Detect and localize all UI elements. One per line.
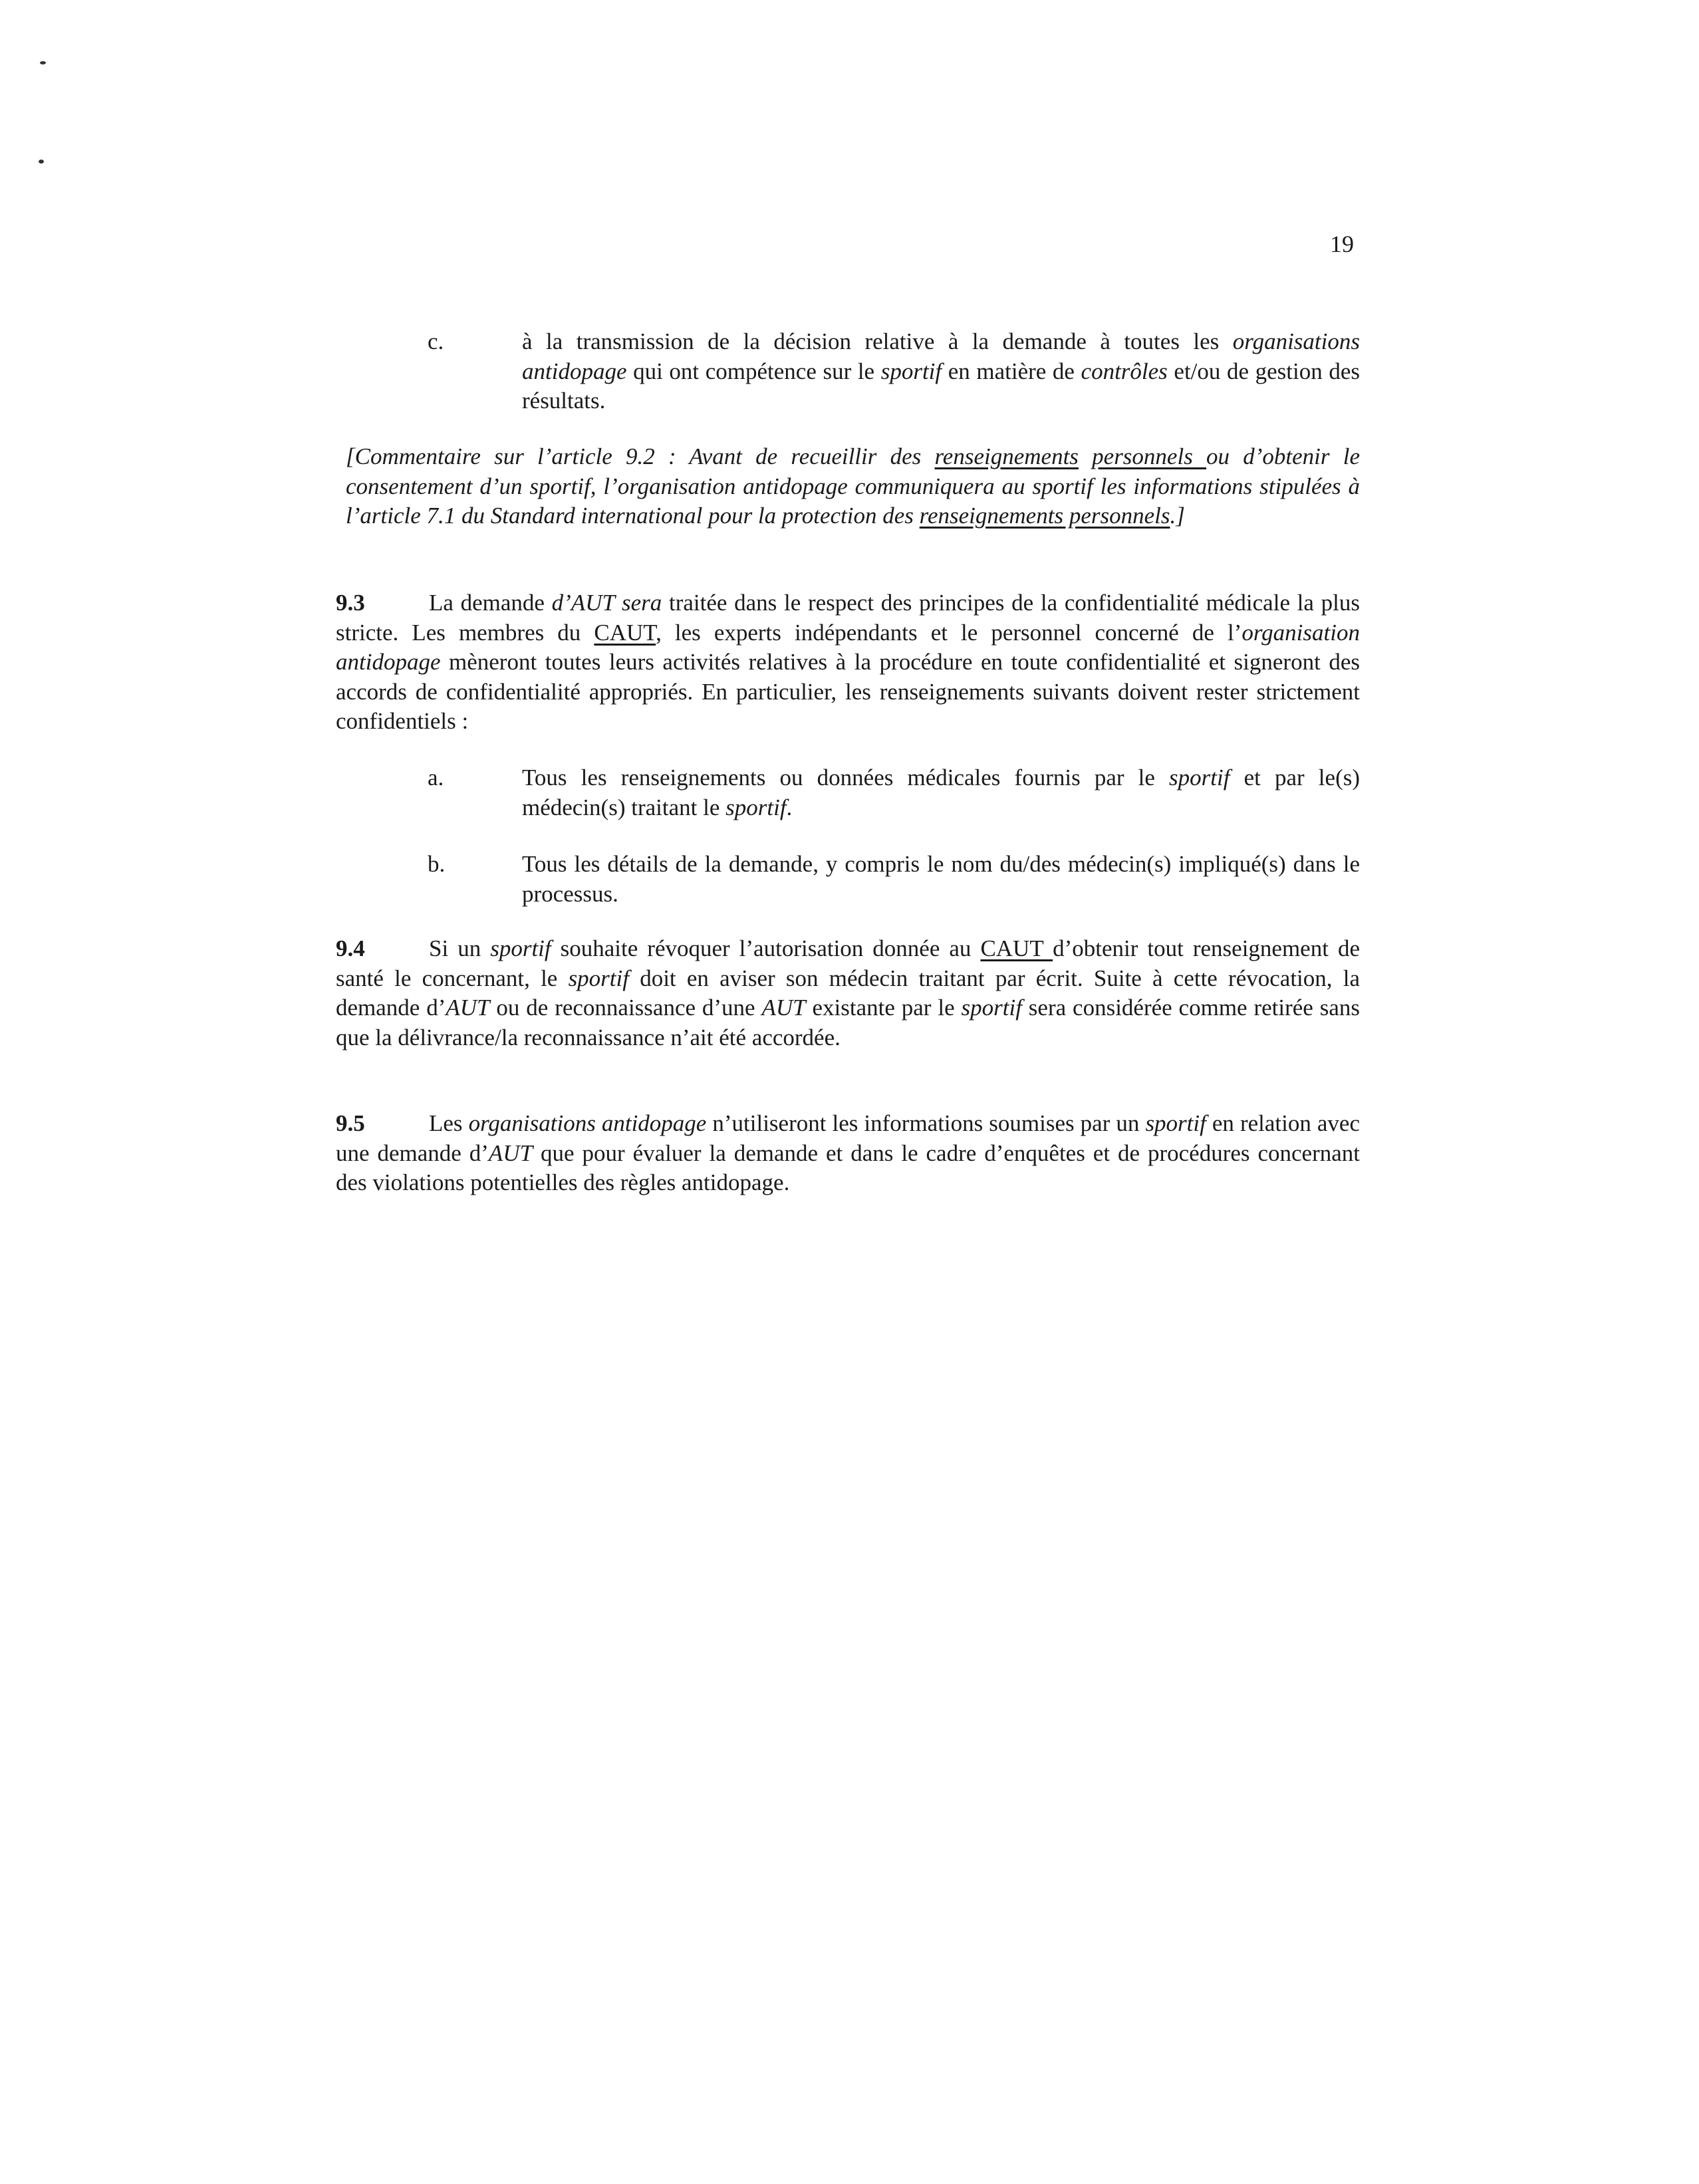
article-9-5: 9.5 Les organisations antidopage n’utiliseront les informations soumises par un sportif en relation avec une demande d’AUT que pour évaluer la demande et dans le cadre d’enquêtes et de procédures concernant des violations potentielles des règles antidopage. xyxy=(336,1110,1360,1195)
list-item-text: à la transmission de la décision relative à la demande à toutes les organisations antidopage qui ont compétence sur le sportif en matière de contrôles et/ou de gestion des résultats. xyxy=(522,328,1360,414)
article-number: 9.5 xyxy=(336,1110,365,1136)
list-item-text: Tous les renseignements ou données médicales fournis par le sportif et par le(s) médecin(s) traitant le sportif. xyxy=(522,765,1360,820)
list-item-text: Tous les détails de la demande, y compris le nom du/des médecin(s) impliqué(s) dans le processus. xyxy=(522,851,1360,907)
page-number: 19 xyxy=(1330,231,1354,257)
article-9-3: 9.3 La demande d’AUT sera traitée dans le respect des principes de la confidentialité médicale la plus stricte. Les membres du CAUT, les experts indépendants et le personnel concerné de l’organisation antidopage mèneront toutes leurs activités relatives à la procédure en toute confidentialité et signeront des accords de confidentialité appropriés. En particulier, les renseignements suivants doivent rester strictement confidentiels : xyxy=(336,590,1360,734)
scan-speck xyxy=(39,160,44,164)
list-marker: a. xyxy=(428,765,444,790)
article-number: 9.3 xyxy=(336,590,365,616)
list-marker: c. xyxy=(428,328,444,354)
article-commentary: [Commentaire sur l’article 9.2 : Avant de recueillir des renseignements personnels ou d’obtenir le consentement d’un sportif, l’organisation antidopage communiquera au sportif les informations stipulées à l’article 7.1 du Standard international pour la protection des renseignements personnels.] xyxy=(346,443,1361,529)
article-9-4: 9.4 Si un sportif souhaite révoquer l’autorisation donnée au CAUT d’obtenir tout renseignement de santé le concernant, le sportif doit en aviser son médecin traitant par écrit. Suite à cette révocation, la demande d’AUT ou de reconnaissance d’une AUT existante par le sportif sera considérée comme retirée sans que la délivrance/la reconnaissance n’ait été accordée. xyxy=(336,935,1360,1050)
list-marker: b. xyxy=(428,851,446,877)
scan-speck xyxy=(40,61,46,64)
article-number: 9.4 xyxy=(336,935,365,961)
